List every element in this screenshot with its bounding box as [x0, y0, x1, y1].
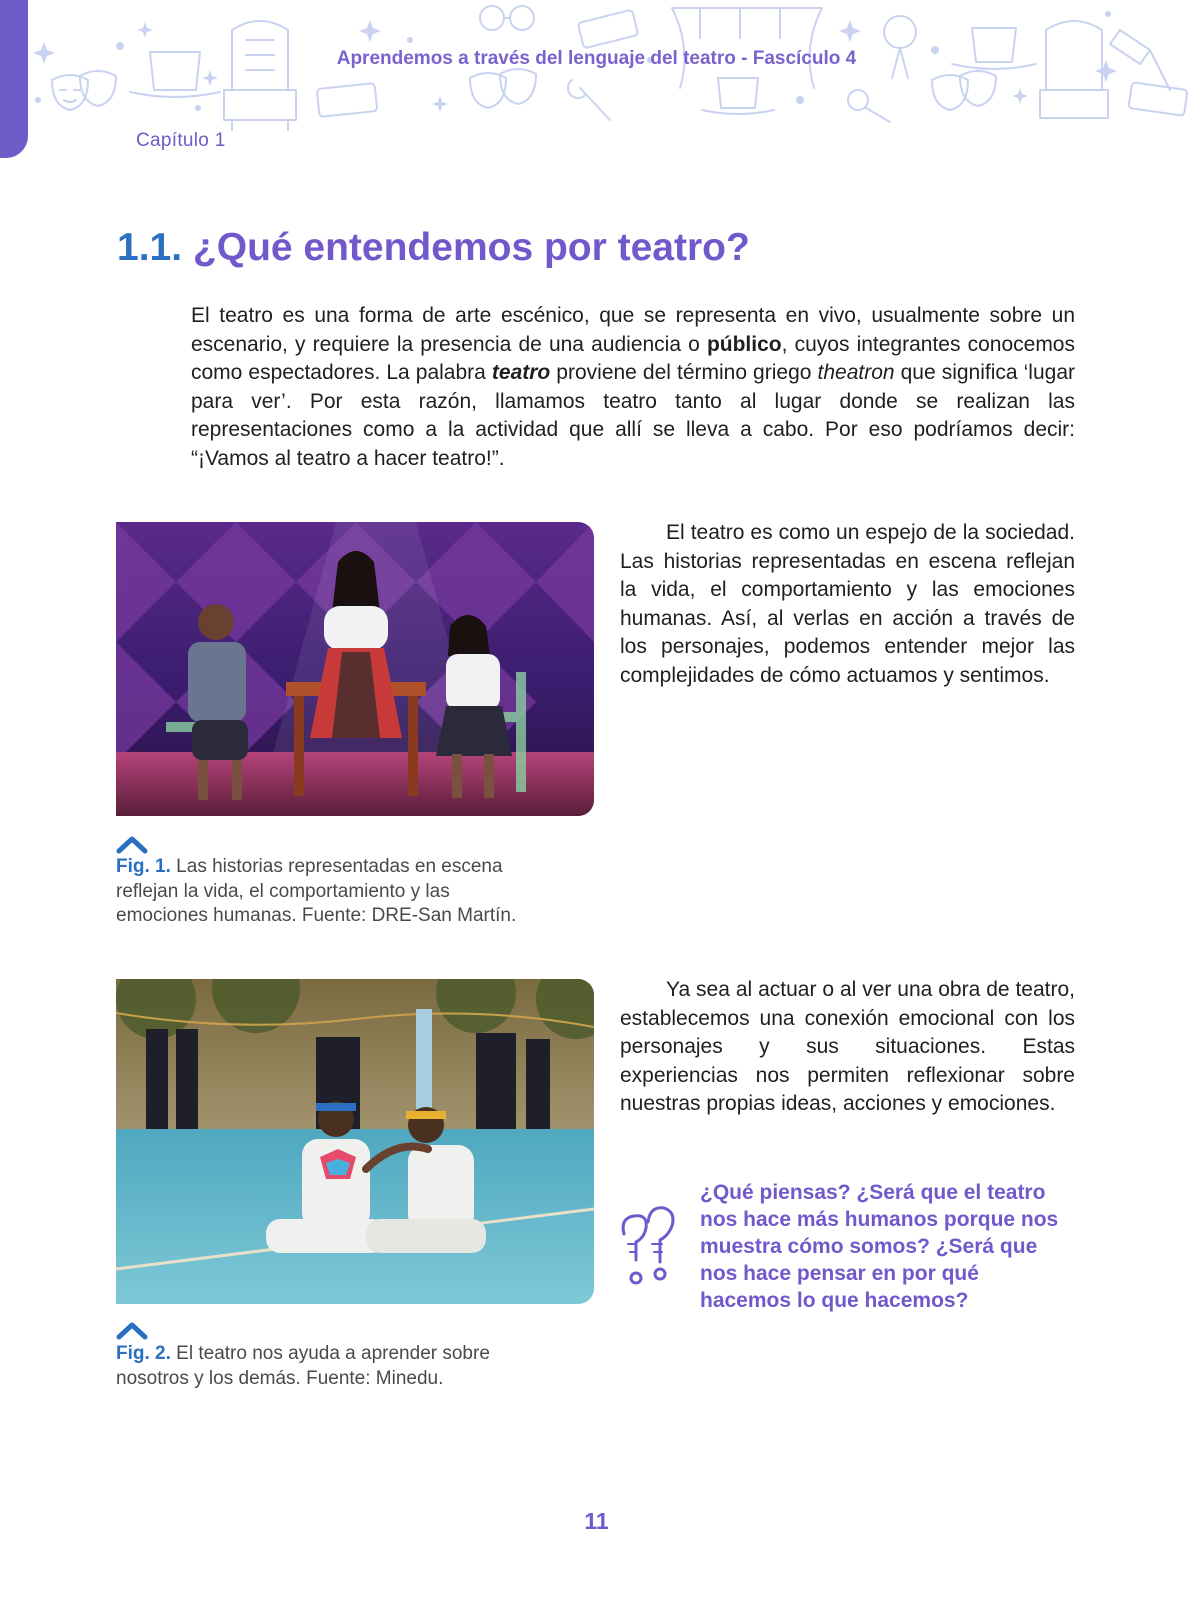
- intro-text-3: proviene del término griego: [550, 361, 818, 385]
- chapter-side-tab: [0, 0, 28, 158]
- figure-1-label: Fig. 1.: [116, 856, 171, 877]
- figure-2-photo: [116, 979, 594, 1304]
- page-number: 11: [584, 1508, 609, 1534]
- section-number: 1.1.: [117, 226, 183, 269]
- section-title: ¿Qué entendemos por teatro?: [192, 226, 750, 269]
- figure-2-caption-text: El teatro nos ayuda a aprender sobre nosotros y los demás. Fuente: Minedu.: [116, 1343, 490, 1389]
- figure-1-caption-text: Las historias representadas en escena reflejan la vida, el comportamiento y las emociones humanas. Fuente: DRE-San Martín.: [116, 856, 517, 926]
- figure-1-photo: [116, 522, 594, 816]
- figure-2-caption: [116, 1342, 536, 1391]
- section-heading: [117, 226, 750, 270]
- question-marks-icon: [618, 1204, 676, 1300]
- page-header: [0, 0, 1193, 160]
- caret-up-icon: [116, 834, 148, 854]
- theater-masks-icon: [52, 71, 116, 110]
- intro-bold-teatro: teatro: [491, 361, 551, 385]
- intro-text-2: , cuyos integrantes conocemos como espectadores. La palabra: [191, 332, 1075, 385]
- series-title: Aprendemos a través del lenguaje del teatro - Fascículo 4: [336, 48, 857, 69]
- figure-2-label: Fig. 2.: [116, 1343, 171, 1364]
- intro-text-1: El teatro es una forma de arte escénico, que se representa en vivo, usualmente sobre un escenario, y requiere la presencia de una audiencia o: [191, 304, 1075, 356]
- paragraph-mirror-society: El teatro es como un espejo de la sociedad. Las historias representadas en escena reflejan la vida, el comportamiento y las emociones humanas. Así, al verlas en acción a través de los personajes, podemos entender mejor las complejidades de cómo actuamos y sentimos.: [620, 521, 1075, 687]
- binoculars-icon: [480, 6, 534, 30]
- throne-icon: [224, 21, 296, 130]
- chapter-label: Capítulo 1: [136, 130, 226, 151]
- intro-bold-publico: público: [706, 332, 782, 356]
- intro-italic-theatron: theatron: [817, 361, 895, 385]
- figure-1-caption: [116, 855, 536, 929]
- intro-text-4: que significa ‘lugar para ver’. Por esta razón, llamamos teatro tanto al lugar donde se realizan las representaciones como a la actividad que allí se lleva a cabo. Por eso podríamos decir: “¡Vamos al teatro a hacer teatro!”.: [191, 361, 1075, 470]
- paragraph-emotional-connection: Ya sea al actuar o al ver una obra de teatro, establecemos una conexión emocional con los personajes y sus situaciones. Estas experiencias nos permiten reflexionar sobre nuestras propias ideas, acciones y emociones.: [620, 978, 1075, 1116]
- caret-up-icon: [116, 1320, 148, 1340]
- reflection-question: ¿Qué piensas? ¿Será que el teatro nos hace más humanos porque nos muestra cómo somos? ¿Será que nos hace pensar en por qué hacemos lo que hacemos?: [700, 1181, 1059, 1312]
- intro-paragraph: [191, 302, 1075, 474]
